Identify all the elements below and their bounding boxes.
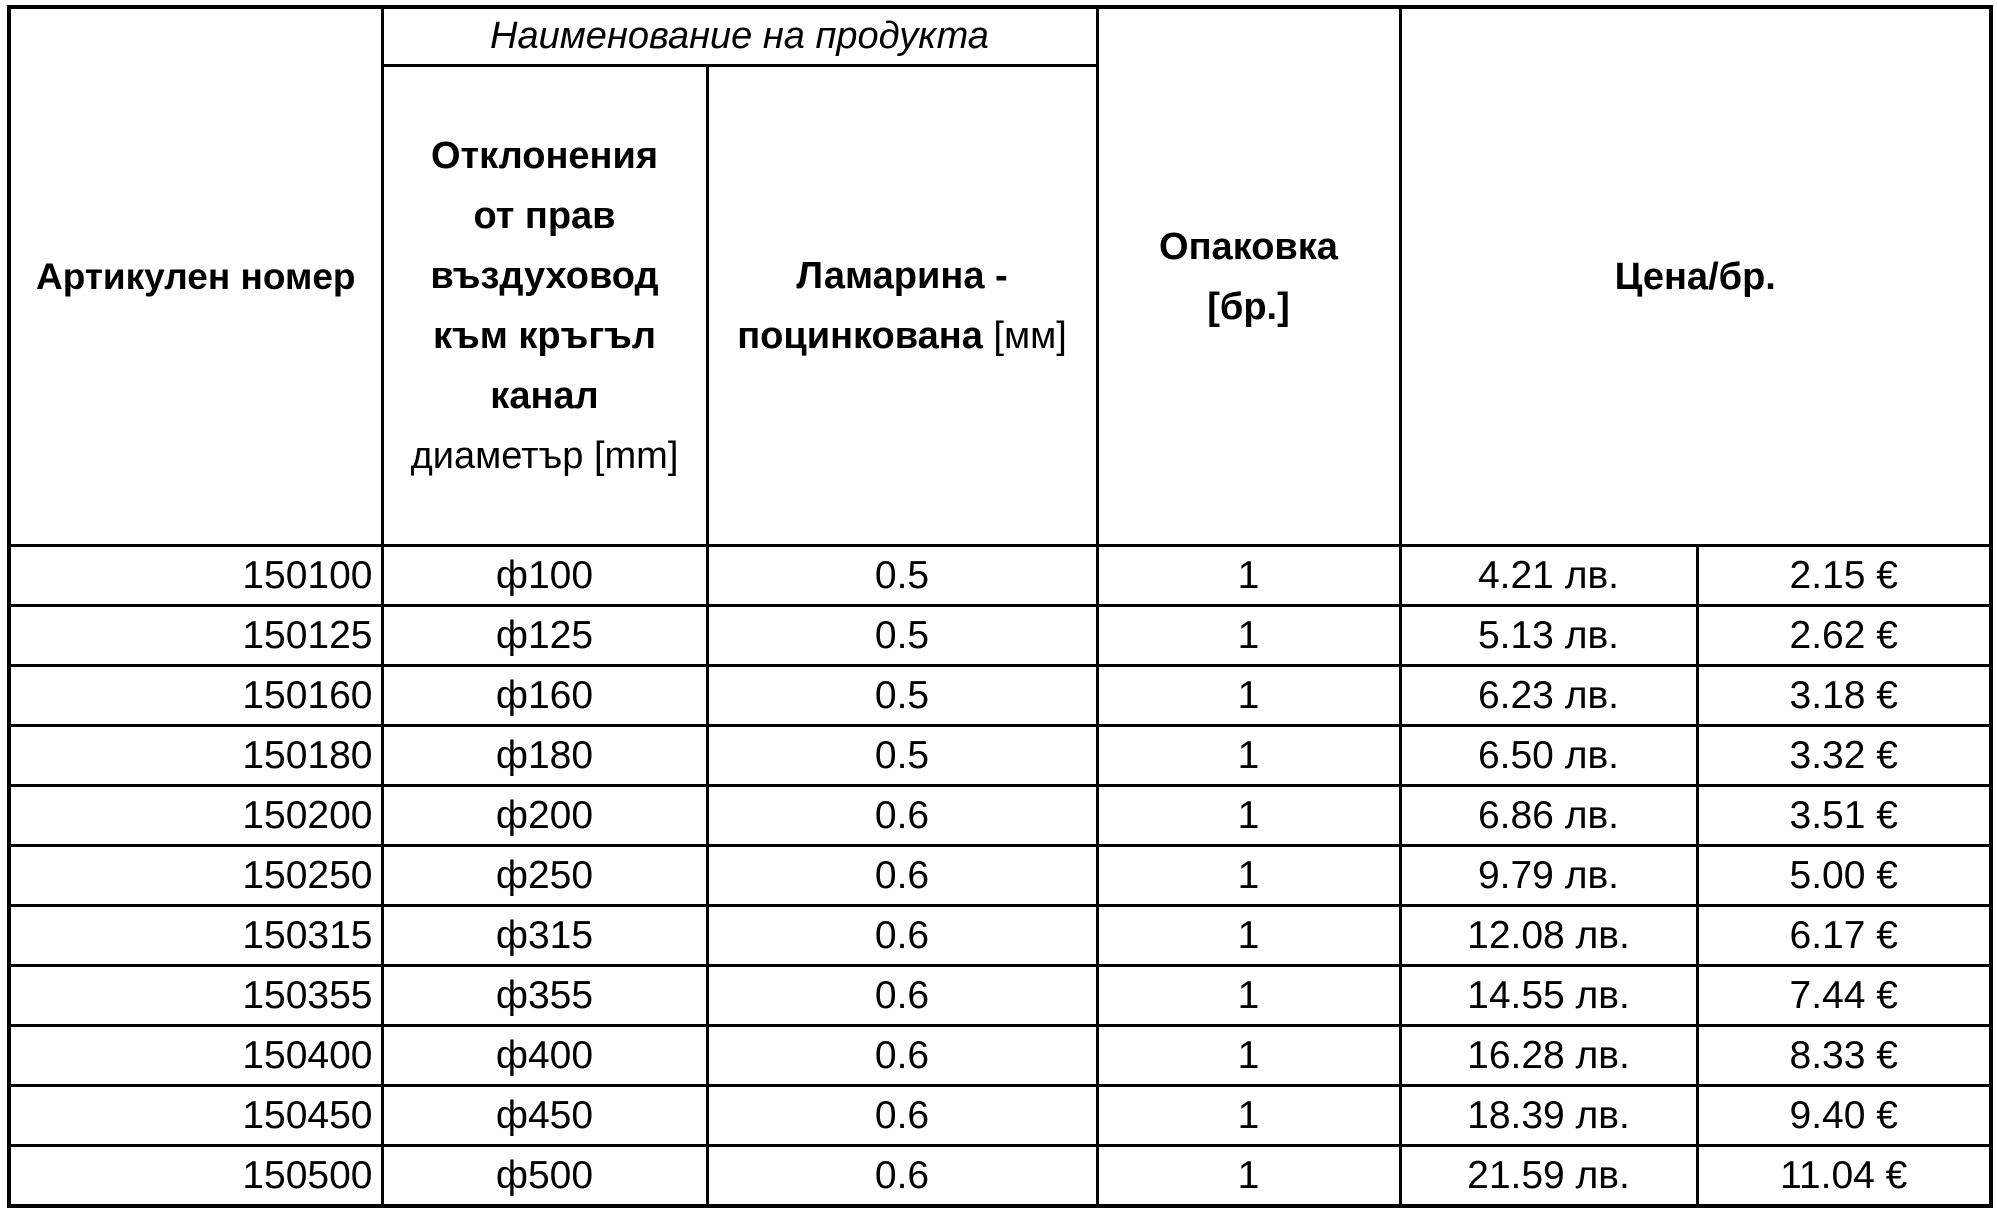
header-deviation-line: канал	[490, 374, 599, 417]
article-number-cell: 150315	[9, 906, 382, 966]
header-sheet-metal	[707, 66, 1097, 546]
header-deviation	[382, 66, 707, 546]
diameter-cell: ф355	[382, 966, 707, 1026]
header-deviation-line: от прав	[473, 194, 616, 237]
sheet-thickness-cell: 0.6	[707, 1146, 1097, 1207]
sheet-thickness-cell: 0.6	[707, 1026, 1097, 1086]
table-row	[9, 606, 1991, 666]
article-number-cell: 150400	[9, 1026, 382, 1086]
header-product-name: Наименование на продукта	[382, 7, 1097, 66]
sheet-thickness-cell: 0.5	[707, 606, 1097, 666]
diameter-cell: ф250	[382, 846, 707, 906]
price-bgn-cell: 18.39 лв.	[1400, 1086, 1697, 1146]
table-row	[9, 966, 1991, 1026]
table-row	[9, 726, 1991, 786]
header-article-number: Артикулен номер	[9, 7, 382, 546]
price-bgn-cell: 12.08 лв.	[1400, 906, 1697, 966]
price-bgn-cell: 16.28 лв.	[1400, 1026, 1697, 1086]
sheet-thickness-cell: 0.6	[707, 846, 1097, 906]
header-deviation-sub: диаметър [mm]	[410, 434, 679, 477]
article-number-cell: 150100	[9, 546, 382, 606]
price-bgn-cell: 6.86 лв.	[1400, 786, 1697, 846]
packaging-cell: 1	[1097, 1146, 1400, 1207]
table-row	[9, 546, 1991, 606]
price-bgn-cell: 4.21 лв.	[1400, 546, 1697, 606]
packaging-cell: 1	[1097, 1026, 1400, 1086]
article-number-cell: 150200	[9, 786, 382, 846]
price-table	[7, 5, 1993, 1208]
header-packaging-line: Опаковка	[1159, 225, 1338, 268]
packaging-cell: 1	[1097, 846, 1400, 906]
price-eur-cell: 3.18 €	[1697, 666, 1991, 726]
packaging-cell: 1	[1097, 906, 1400, 966]
sheet-thickness-cell: 0.6	[707, 966, 1097, 1026]
sheet-thickness-cell: 0.5	[707, 666, 1097, 726]
header-deviation-line: Отклонения	[430, 134, 659, 177]
price-eur-cell: 9.40 €	[1697, 1086, 1991, 1146]
packaging-cell: 1	[1097, 1086, 1400, 1146]
diameter-cell: ф500	[382, 1146, 707, 1207]
table-row	[9, 786, 1991, 846]
packaging-cell: 1	[1097, 786, 1400, 846]
price-eur-cell: 2.15 €	[1697, 546, 1991, 606]
header-sheet-line	[709, 306, 1096, 366]
packaging-cell: 1	[1097, 606, 1400, 666]
packaging-cell: 1	[1097, 726, 1400, 786]
article-number-cell: 150500	[9, 1146, 382, 1207]
price-bgn-cell: 9.79 лв.	[1400, 846, 1697, 906]
header-sheet-unit: [мм]	[993, 314, 1067, 357]
sheet-thickness-cell: 0.5	[707, 726, 1097, 786]
price-eur-cell: 6.17 €	[1697, 906, 1991, 966]
diameter-cell: ф315	[382, 906, 707, 966]
price-bgn-cell: 5.13 лв.	[1400, 606, 1697, 666]
article-number-cell: 150180	[9, 726, 382, 786]
price-eur-cell: 2.62 €	[1697, 606, 1991, 666]
table-row	[9, 666, 1991, 726]
diameter-cell: ф100	[382, 546, 707, 606]
price-eur-cell: 11.04 €	[1697, 1146, 1991, 1207]
price-bgn-cell: 14.55 лв.	[1400, 966, 1697, 1026]
article-number-cell: 150355	[9, 966, 382, 1026]
table-row	[9, 1086, 1991, 1146]
price-eur-cell: 7.44 €	[1697, 966, 1991, 1026]
article-number-cell: 150250	[9, 846, 382, 906]
table-row	[9, 906, 1991, 966]
sheet-thickness-cell: 0.6	[707, 906, 1097, 966]
table-row	[9, 846, 1991, 906]
price-bgn-cell: 6.23 лв.	[1400, 666, 1697, 726]
article-number-cell: 150450	[9, 1086, 382, 1146]
diameter-cell: ф125	[382, 606, 707, 666]
diameter-cell: ф160	[382, 666, 707, 726]
diameter-cell: ф450	[382, 1086, 707, 1146]
packaging-cell: 1	[1097, 666, 1400, 726]
packaging-cell: 1	[1097, 966, 1400, 1026]
header-sheet-line: Ламарина -	[796, 254, 1008, 297]
article-number-cell: 150160	[9, 666, 382, 726]
sheet-thickness-cell: 0.6	[707, 786, 1097, 846]
header-price: Цена/бр.	[1400, 7, 1991, 546]
sheet-thickness-cell: 0.5	[707, 546, 1097, 606]
price-eur-cell: 8.33 €	[1697, 1026, 1991, 1086]
price-bgn-cell: 21.59 лв.	[1400, 1146, 1697, 1207]
sheet-thickness-cell: 0.6	[707, 1086, 1097, 1146]
price-bgn-cell: 6.50 лв.	[1400, 726, 1697, 786]
header-packaging-line: [бр.]	[1207, 285, 1290, 328]
table-row	[9, 1026, 1991, 1086]
packaging-cell: 1	[1097, 546, 1400, 606]
diameter-cell: ф400	[382, 1026, 707, 1086]
diameter-cell: ф180	[382, 726, 707, 786]
header-sheet-galvanized: поцинкована	[737, 314, 983, 357]
header-deviation-line: към кръгъл	[433, 314, 656, 357]
header-deviation-line: въздуховод	[430, 254, 659, 297]
article-number-cell: 150125	[9, 606, 382, 666]
table-header	[9, 7, 1991, 546]
diameter-cell: ф200	[382, 786, 707, 846]
price-table-sheet	[7, 5, 1993, 1208]
table-row	[9, 1146, 1991, 1207]
table-body	[9, 546, 1991, 1207]
header-packaging	[1097, 7, 1400, 546]
price-eur-cell: 3.32 €	[1697, 726, 1991, 786]
price-eur-cell: 3.51 €	[1697, 786, 1991, 846]
price-eur-cell: 5.00 €	[1697, 846, 1991, 906]
